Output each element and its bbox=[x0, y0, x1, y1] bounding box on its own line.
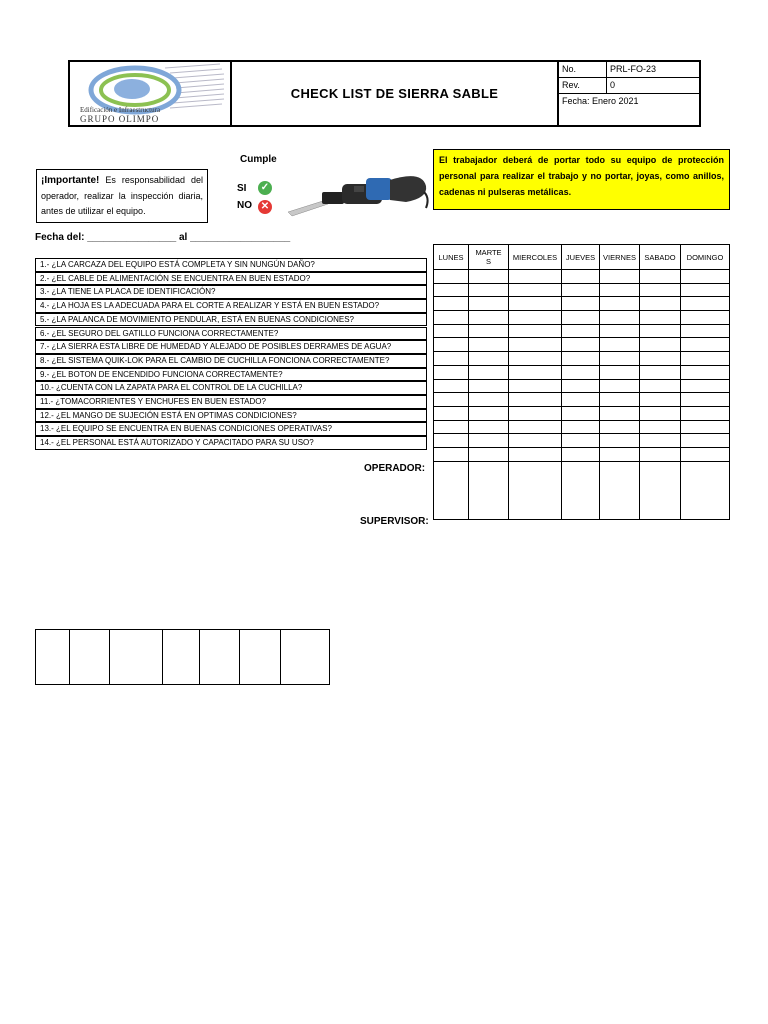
check-cell[interactable] bbox=[509, 270, 562, 284]
check-cell[interactable] bbox=[562, 420, 600, 434]
day-header-sabado: SABADO bbox=[640, 245, 681, 270]
check-cell[interactable] bbox=[681, 434, 730, 448]
day-header-martes: MARTE S bbox=[469, 245, 509, 270]
check-cell[interactable] bbox=[562, 379, 600, 393]
check-cell[interactable] bbox=[562, 283, 600, 297]
check-row bbox=[434, 270, 730, 284]
day-header-miercoles: MIERCOLES bbox=[509, 245, 562, 270]
check-cell[interactable] bbox=[434, 406, 469, 420]
check-cell[interactable] bbox=[640, 324, 681, 338]
weekday-check-table bbox=[433, 244, 730, 520]
check-cell[interactable] bbox=[509, 406, 562, 420]
check-cell[interactable] bbox=[469, 352, 509, 366]
question-row: 7.- ¿LA SIERRA ESTA LIBRE DE HUMEDAD Y ALEJADO DE POSIBLES DERRAMES DE AGUA? bbox=[35, 340, 427, 354]
check-cell[interactable] bbox=[562, 324, 600, 338]
check-cell[interactable] bbox=[600, 393, 640, 407]
check-cell[interactable] bbox=[469, 434, 509, 448]
check-cell[interactable] bbox=[434, 379, 469, 393]
check-cell[interactable] bbox=[509, 311, 562, 325]
logo-graphic-icon bbox=[70, 62, 228, 124]
check-cell[interactable] bbox=[600, 406, 640, 420]
meta-row-date bbox=[559, 94, 699, 110]
check-cell[interactable] bbox=[562, 447, 600, 461]
question-row: 14.- ¿EL PERSONAL ESTÁ AUTORIZADO Y CAPACITADO PARA SU USO? bbox=[35, 436, 427, 450]
meta-value: 0 bbox=[610, 80, 616, 90]
reciprocating-saw-icon bbox=[286, 164, 431, 218]
signature-cell[interactable] bbox=[36, 630, 70, 685]
check-cell[interactable] bbox=[509, 365, 562, 379]
check-cell[interactable] bbox=[640, 297, 681, 311]
check-row bbox=[434, 338, 730, 352]
signature-cell[interactable] bbox=[681, 461, 730, 519]
check-cell[interactable] bbox=[600, 311, 640, 325]
check-cell[interactable] bbox=[600, 338, 640, 352]
check-cell[interactable] bbox=[509, 352, 562, 366]
check-cell[interactable] bbox=[640, 393, 681, 407]
legend-no-label: NO bbox=[237, 200, 252, 211]
important-note bbox=[36, 169, 208, 223]
check-cell[interactable] bbox=[681, 324, 730, 338]
check-cell[interactable] bbox=[681, 297, 730, 311]
check-row bbox=[434, 393, 730, 407]
check-cell[interactable] bbox=[562, 338, 600, 352]
check-cell[interactable] bbox=[640, 270, 681, 284]
check-cell[interactable] bbox=[469, 338, 509, 352]
check-cell[interactable] bbox=[600, 270, 640, 284]
meta-value: PRL-FO-23 bbox=[610, 64, 657, 74]
check-cell[interactable] bbox=[562, 311, 600, 325]
question-row: 13.- ¿EL EQUIPO SE ENCUENTRA EN BUENAS CONDICIONES OPERATIVAS? bbox=[35, 422, 427, 436]
check-cell[interactable] bbox=[509, 283, 562, 297]
check-cell[interactable] bbox=[600, 283, 640, 297]
check-cell[interactable] bbox=[434, 434, 469, 448]
check-row bbox=[434, 379, 730, 393]
day-header-domingo: DOMINGO bbox=[681, 245, 730, 270]
company-logo bbox=[70, 62, 232, 125]
signature-cell[interactable] bbox=[70, 630, 110, 685]
check-cell[interactable] bbox=[681, 406, 730, 420]
question-row: 10.- ¿CUENTA CON LA ZAPATA PARA EL CONTROL DE LA CUCHILLA? bbox=[35, 381, 427, 395]
check-row bbox=[434, 434, 730, 448]
check-cell[interactable] bbox=[509, 420, 562, 434]
day-header-lunes: LUNES bbox=[434, 245, 469, 270]
check-cell[interactable] bbox=[600, 420, 640, 434]
check-cell[interactable] bbox=[562, 297, 600, 311]
question-row: 12.- ¿EL MANGO DE SUJECIÓN ESTÁ EN OPTIMAS CONDICIONES? bbox=[35, 409, 427, 423]
signature-cell[interactable] bbox=[640, 461, 681, 519]
check-cell[interactable] bbox=[640, 365, 681, 379]
meta-label: Rev. bbox=[562, 80, 580, 90]
legend-title: Cumple bbox=[240, 154, 277, 165]
signature-cell[interactable] bbox=[110, 630, 163, 685]
signature-cell[interactable] bbox=[281, 630, 330, 685]
check-cell[interactable] bbox=[562, 352, 600, 366]
check-cell[interactable] bbox=[681, 393, 730, 407]
check-cell[interactable] bbox=[509, 297, 562, 311]
check-cell[interactable] bbox=[640, 352, 681, 366]
check-cell[interactable] bbox=[434, 311, 469, 325]
check-cell[interactable] bbox=[434, 297, 469, 311]
check-cell[interactable] bbox=[469, 283, 509, 297]
check-row bbox=[434, 406, 730, 420]
question-row: 9.- ¿EL BOTON DE ENCENDIDO FUNCIONA CORRECTAMENTE? bbox=[35, 368, 427, 382]
question-row: 6.- ¿EL SEGURO DEL GATILLO FUNCIONA CORRECTAMENTE? bbox=[35, 327, 427, 341]
check-cell[interactable] bbox=[600, 379, 640, 393]
signature-cell[interactable] bbox=[509, 461, 562, 519]
check-cell[interactable] bbox=[562, 365, 600, 379]
document-meta bbox=[559, 62, 699, 125]
check-cell[interactable] bbox=[434, 352, 469, 366]
day-header-jueves: JUEVES bbox=[562, 245, 600, 270]
header-table bbox=[68, 60, 701, 127]
safety-warning: El trabajador deberá de portar todo su equipo de protección personal para realizar el trabajo y no portar, joyas, como anillos, cadenas ni pulseras metálicas. bbox=[433, 149, 730, 210]
check-icon: ✓ bbox=[258, 181, 272, 195]
check-row bbox=[434, 283, 730, 297]
operator-signature-label: OPERADOR: bbox=[364, 463, 426, 474]
signature-cell[interactable] bbox=[163, 630, 200, 685]
signature-cell[interactable] bbox=[240, 630, 281, 685]
check-cell[interactable] bbox=[640, 434, 681, 448]
check-cell[interactable] bbox=[681, 365, 730, 379]
signature-cell[interactable] bbox=[469, 461, 509, 519]
check-cell[interactable] bbox=[562, 270, 600, 284]
question-row: 4.- ¿LA HOJA ES LA ADECUADA PARA EL CORTE A REALIZAR Y ESTÁ EN BUEN ESTADO? bbox=[35, 299, 427, 313]
check-cell[interactable] bbox=[600, 434, 640, 448]
check-cell[interactable] bbox=[562, 393, 600, 407]
signature-cell[interactable] bbox=[200, 630, 240, 685]
check-cell[interactable] bbox=[681, 352, 730, 366]
question-row: 3.- ¿LA TIENE LA PLACA DE IDENTIFICACIÓN? bbox=[35, 285, 427, 299]
check-cell[interactable] bbox=[600, 352, 640, 366]
question-row: 2.- ¿EL CABLE DE ALIMENTACIÓN SE ENCUENTRA EN BUEN ESTADO? bbox=[35, 272, 427, 286]
check-cell[interactable] bbox=[681, 270, 730, 284]
question-row: 1.- ¿LA CARCAZA DEL EQUIPO ESTÁ COMPLETA Y SIN NUNGÚN DAÑO? bbox=[35, 258, 427, 272]
check-row bbox=[434, 297, 730, 311]
supervisor-signature-table bbox=[35, 629, 330, 685]
check-cell[interactable] bbox=[562, 434, 600, 448]
check-row bbox=[434, 420, 730, 434]
operator-signature-row bbox=[434, 461, 730, 519]
check-cell[interactable] bbox=[640, 420, 681, 434]
check-cell[interactable] bbox=[509, 338, 562, 352]
check-cell[interactable] bbox=[640, 283, 681, 297]
check-cell[interactable] bbox=[681, 420, 730, 434]
check-cell[interactable] bbox=[600, 447, 640, 461]
cross-icon: ✕ bbox=[258, 200, 272, 214]
check-cell[interactable] bbox=[434, 338, 469, 352]
question-row: 11.- ¿TOMACORRIENTES Y ENCHUFES EN BUEN ESTADO? bbox=[35, 395, 427, 409]
check-cell[interactable] bbox=[681, 447, 730, 461]
question-row: 5.- ¿LA PALANCA DE MOVIMIENTO PENDULAR, ESTÁ EN BUENAS CONDICIONES? bbox=[35, 313, 427, 327]
question-row: 8.- ¿EL SISTEMA QUIK-LOK PARA EL CAMBIO DE CUCHILLA FONCIONA CORRECTAMENTE? bbox=[35, 354, 427, 368]
meta-label: No. bbox=[562, 64, 577, 74]
check-cell[interactable] bbox=[434, 283, 469, 297]
check-cell[interactable] bbox=[600, 324, 640, 338]
legend-si-label: SI bbox=[237, 183, 247, 194]
supervisor-signature-label: SUPERVISOR: bbox=[360, 516, 429, 527]
check-cell[interactable] bbox=[681, 283, 730, 297]
logo-subtitle: Edificación e Infraestructura bbox=[80, 106, 161, 114]
check-cell[interactable] bbox=[640, 311, 681, 325]
check-cell[interactable] bbox=[681, 338, 730, 352]
check-row bbox=[434, 447, 730, 461]
check-cell[interactable] bbox=[469, 270, 509, 284]
check-cell[interactable] bbox=[469, 393, 509, 407]
check-cell[interactable] bbox=[469, 406, 509, 420]
check-cell[interactable] bbox=[434, 420, 469, 434]
check-row bbox=[434, 365, 730, 379]
check-cell[interactable] bbox=[640, 447, 681, 461]
signature-cell[interactable] bbox=[600, 461, 640, 519]
check-cell[interactable] bbox=[469, 379, 509, 393]
check-cell[interactable] bbox=[434, 270, 469, 284]
important-title: ¡Importante! bbox=[41, 175, 100, 186]
check-row bbox=[434, 352, 730, 366]
meta-row-number bbox=[559, 62, 699, 78]
check-cell[interactable] bbox=[509, 447, 562, 461]
check-cell[interactable] bbox=[600, 365, 640, 379]
check-cell[interactable] bbox=[434, 393, 469, 407]
check-cell[interactable] bbox=[469, 365, 509, 379]
check-row bbox=[434, 311, 730, 325]
important-text: Es responsabilidad del operador, realizar la inspección diaria, antes de utilizar el equipo. bbox=[41, 175, 203, 216]
check-cell[interactable] bbox=[509, 379, 562, 393]
check-cell[interactable] bbox=[509, 324, 562, 338]
check-cell[interactable] bbox=[640, 338, 681, 352]
check-cell[interactable] bbox=[469, 447, 509, 461]
check-cell[interactable] bbox=[640, 379, 681, 393]
check-cell[interactable] bbox=[681, 311, 730, 325]
document-title: CHECK LIST DE SIERRA SABLE bbox=[232, 62, 559, 125]
check-cell[interactable] bbox=[434, 365, 469, 379]
check-cell[interactable] bbox=[469, 420, 509, 434]
date-range-field[interactable]: Fecha del: ________________ al __________________ bbox=[35, 232, 291, 243]
check-cell[interactable] bbox=[562, 406, 600, 420]
signature-cell[interactable] bbox=[562, 461, 600, 519]
check-cell[interactable] bbox=[469, 311, 509, 325]
check-cell[interactable] bbox=[434, 324, 469, 338]
check-cell[interactable] bbox=[640, 406, 681, 420]
check-cell[interactable] bbox=[434, 447, 469, 461]
check-cell[interactable] bbox=[681, 379, 730, 393]
check-cell[interactable] bbox=[469, 297, 509, 311]
check-cell[interactable] bbox=[600, 297, 640, 311]
logo-company-name: GRUPO OLIMPO bbox=[80, 114, 160, 124]
meta-label: Fecha: Enero 2021 bbox=[562, 96, 639, 106]
meta-row-revision bbox=[559, 78, 699, 94]
check-cell[interactable] bbox=[509, 393, 562, 407]
day-header-viernes: VIERNES bbox=[600, 245, 640, 270]
check-cell[interactable] bbox=[509, 434, 562, 448]
signature-cell[interactable] bbox=[434, 461, 469, 519]
check-cell[interactable] bbox=[469, 324, 509, 338]
check-row bbox=[434, 324, 730, 338]
